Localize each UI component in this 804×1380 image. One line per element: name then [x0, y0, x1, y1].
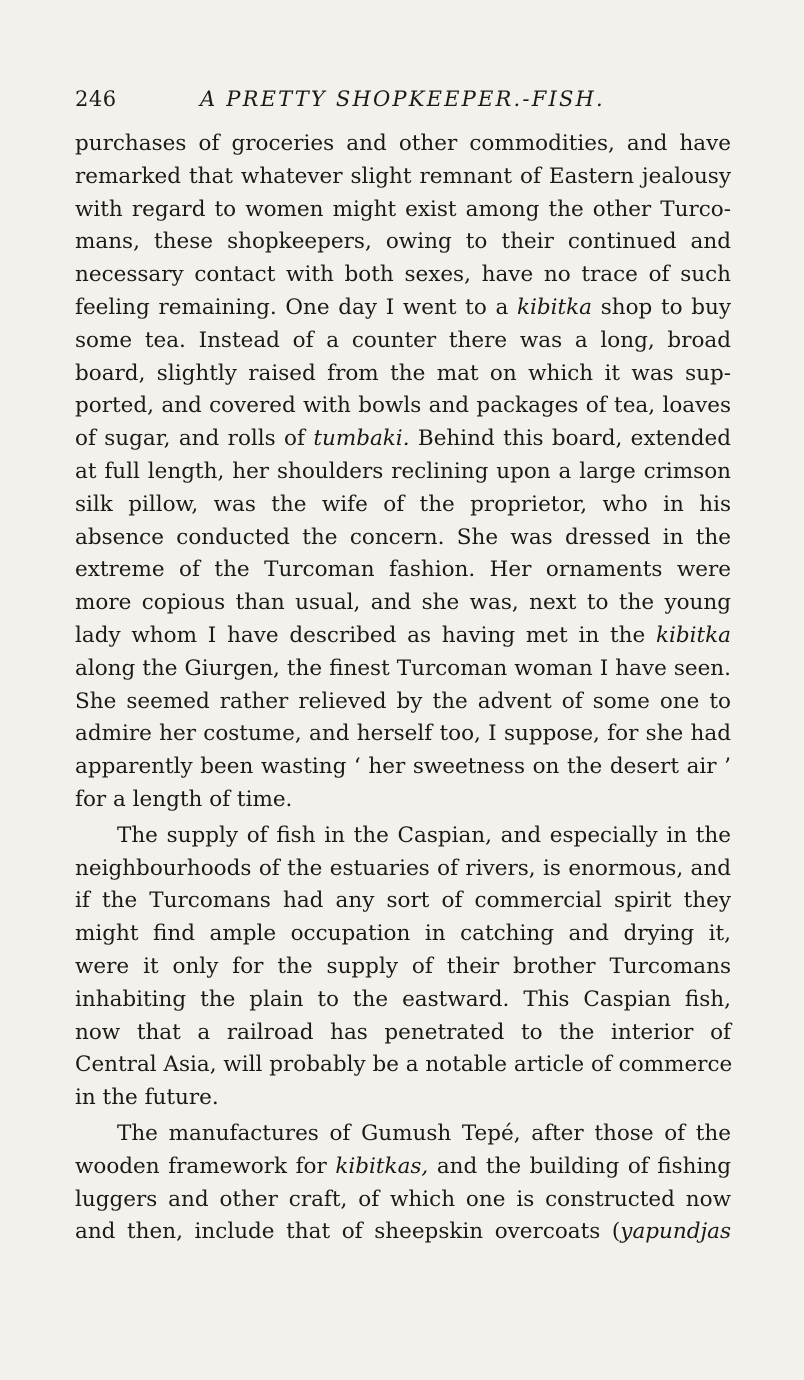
text-line: of sugar, and rolls of tumbaki. Behind this board, extended: [75, 426, 731, 452]
text-line: The supply of fish in the Caspian, and especially in the: [117, 822, 731, 848]
text-line: admire her costume, and herself too, I suppose, for she had: [75, 721, 731, 747]
text-line: might find ample occupation in catching and drying it,: [75, 921, 731, 947]
text-line: ported, and covered with bowls and packages of tea, loaves: [75, 393, 731, 419]
text-line: feeling remaining. One day I went to a kibitka shop to buy: [75, 294, 731, 320]
text-line: were it only for the supply of their brother Turcomans: [75, 953, 731, 979]
text-line: in the future.: [75, 1085, 219, 1111]
page-number: 246: [75, 87, 117, 111]
text-line: for a length of time.: [75, 786, 293, 812]
text-line: remarked that whatever slight remnant of Eastern jealousy: [75, 163, 731, 189]
text-line: necessary contact with both sexes, have no trace of such: [75, 262, 731, 288]
text-line: apparently been wasting ‘ her sweetness on the desert air ’: [75, 754, 731, 780]
text-line: neighbourhoods of the estuaries of rivers, is enormous, and: [75, 855, 731, 881]
text-line: now that a railroad has penetrated to the interior of: [75, 1019, 731, 1045]
text-line: inhabiting the plain to the eastward. This Caspian fish,: [75, 986, 731, 1012]
text-line: some tea. Instead of a counter there was a long, broad: [75, 327, 731, 353]
text-line: She seemed rather relieved by the advent of some one to: [75, 688, 731, 714]
text-line: more copious than usual, and she was, next to the young: [75, 590, 731, 616]
text-line: luggers and other craft, of which one is constructed now: [75, 1186, 731, 1212]
text-line: with regard to women might exist among the other Turco-: [75, 196, 731, 222]
text-line: purchases of groceries and other commodities, and have: [75, 131, 731, 156]
text-line: board, slightly raised from the mat on which it was sup-: [75, 360, 731, 386]
body-text: [75, 128, 731, 1249]
text-line: Central Asia, will probably be a notable article of commerce: [75, 1052, 733, 1078]
text-line: silk pillow, was the wife of the proprietor, who in his: [75, 491, 731, 517]
text-line: absence conducted the concern. She was dressed in the: [75, 524, 731, 550]
text-line: and then, include that of sheepskin overcoats (yapundjas: [75, 1219, 731, 1245]
page-header: [75, 84, 730, 116]
running-title: A PRETTY SHOPKEEPER.-FISH.: [200, 87, 605, 111]
text-line: at full length, her shoulders reclining upon a large crimson: [75, 458, 731, 484]
text-line: along the Giurgen, the finest Turcoman woman I have seen.: [75, 655, 731, 681]
text-line: lady whom I have described as having met in the kibitka: [75, 622, 731, 648]
text-line: mans, these shopkeepers, owing to their continued and: [75, 229, 731, 255]
text-line: if the Turcomans had any sort of commercial spirit they: [75, 888, 731, 914]
text-line: The manufactures of Gumush Tepé, after those of the: [117, 1120, 731, 1146]
text-line: extreme of the Turcoman fashion. Her ornaments were: [75, 557, 731, 583]
text-line: wooden framework for kibitkas, and the building of fishing: [75, 1153, 732, 1179]
